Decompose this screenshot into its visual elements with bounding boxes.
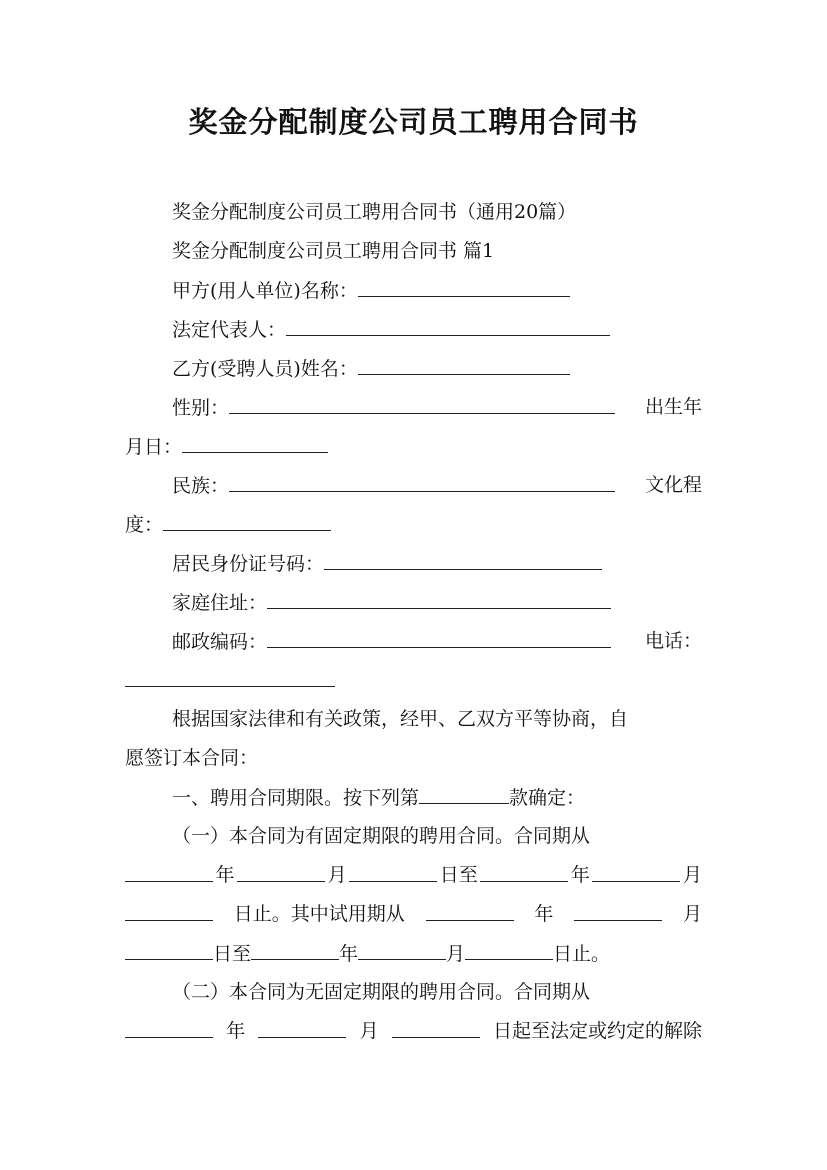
address-line [172,588,702,617]
text: （一）本合同为有固定期限的聘用合同。合同期从 [172,825,591,847]
education-blank[interactable] [163,510,331,531]
open-term-dates-line [125,1017,702,1045]
label: 乙方(受聘人员)姓名： [172,358,358,380]
label: 度： [125,514,164,536]
label: 月日： [125,436,183,458]
text: 月 [359,1020,379,1042]
text: 年 [570,864,590,886]
text: 日止。其中试用期从 [233,903,405,925]
document-title: 奖金分配制度公司员工聘用合同书 [188,105,639,139]
text: 年 [215,864,235,886]
text: 奖金分配制度公司员工聘用合同书（通用20篇） [172,201,577,223]
text: 月 [682,903,702,925]
gender-blank[interactable] [229,393,615,414]
label: 文化程 [644,474,702,496]
paragraph-line [172,705,702,733]
party-b-name-blank[interactable] [358,354,570,375]
text: 一、聘用合同期限。按下列第 [172,787,420,809]
label: 法定代表人： [172,319,287,341]
clause-one-line [172,783,702,812]
text: 愿签订本合同： [125,747,259,769]
open-start-day-blank[interactable] [392,1017,480,1038]
text: （二）本合同为无固定期限的聘用合同。合同期从 [172,981,591,1003]
postcode-line [172,627,702,656]
probation-line [125,900,702,928]
address-blank[interactable] [267,588,611,609]
subtitle-line [172,198,702,226]
text: 根据国家法律和有关政策，经甲、乙双方平等协商，自 [172,708,629,730]
label: 家庭住址： [172,592,268,614]
fixed-term-dates-line [125,861,702,889]
paragraph-line [125,744,702,772]
probation-end-month-blank[interactable] [358,939,446,960]
id-number-blank[interactable] [324,549,602,570]
probation-start-day-blank[interactable] [125,939,213,960]
legal-rep-blank[interactable] [286,315,610,336]
text: 日起至法定或约定的解除 [492,1020,702,1042]
gender-line [172,393,702,422]
probation-end-line [125,939,702,968]
label: 甲方(用人单位)名称： [172,280,358,302]
birth-date-blank[interactable] [182,432,328,453]
text: 日至 [213,943,252,965]
text: 月 [682,864,702,886]
end-month-blank[interactable] [592,861,680,882]
text: 日止。 [553,943,611,965]
text: 年 [226,1020,246,1042]
ethnicity-blank[interactable] [229,471,615,492]
label: 性别： [172,397,230,419]
phone-blank-line [125,666,702,695]
start-year-blank[interactable] [125,861,213,882]
start-day-blank[interactable] [349,861,437,882]
clause-number-blank[interactable] [419,783,509,804]
text: 月 [446,943,466,965]
label: 电话： [644,630,702,652]
section-heading [172,237,702,265]
probation-start-year-blank[interactable] [426,900,514,921]
text: 奖金分配制度公司员工聘用合同书 篇1 [172,240,495,262]
probation-start-month-blank[interactable] [574,900,662,921]
probation-end-day-blank[interactable] [465,939,553,960]
open-start-year-blank[interactable] [125,1017,213,1038]
party-a-name-blank[interactable] [358,276,570,297]
label: 出生年 [644,396,702,418]
text: 款确定： [509,787,586,809]
fixed-term-line [172,822,702,850]
probation-end-year-blank[interactable] [251,939,339,960]
legal-rep-line [172,315,702,344]
text: 年 [339,943,359,965]
open-start-month-blank[interactable] [258,1017,346,1038]
ethnicity-line [172,471,702,500]
party-a-name-line [172,276,702,305]
open-term-line [172,978,702,1006]
phone-blank[interactable] [125,666,335,687]
label: 居民身份证号码： [172,553,325,575]
text: 月 [327,864,347,886]
birth-date-line [125,432,702,461]
id-number-line [172,549,702,578]
start-month-blank[interactable] [237,861,325,882]
text: 年 [534,903,554,925]
end-day-blank[interactable] [125,900,213,921]
label: 邮政编码： [172,631,268,653]
label: 民族： [172,475,230,497]
postcode-blank[interactable] [267,627,611,648]
end-year-blank[interactable] [480,861,568,882]
party-b-name-line [172,354,702,383]
text: 日至 [439,864,478,886]
education-line [125,510,702,539]
